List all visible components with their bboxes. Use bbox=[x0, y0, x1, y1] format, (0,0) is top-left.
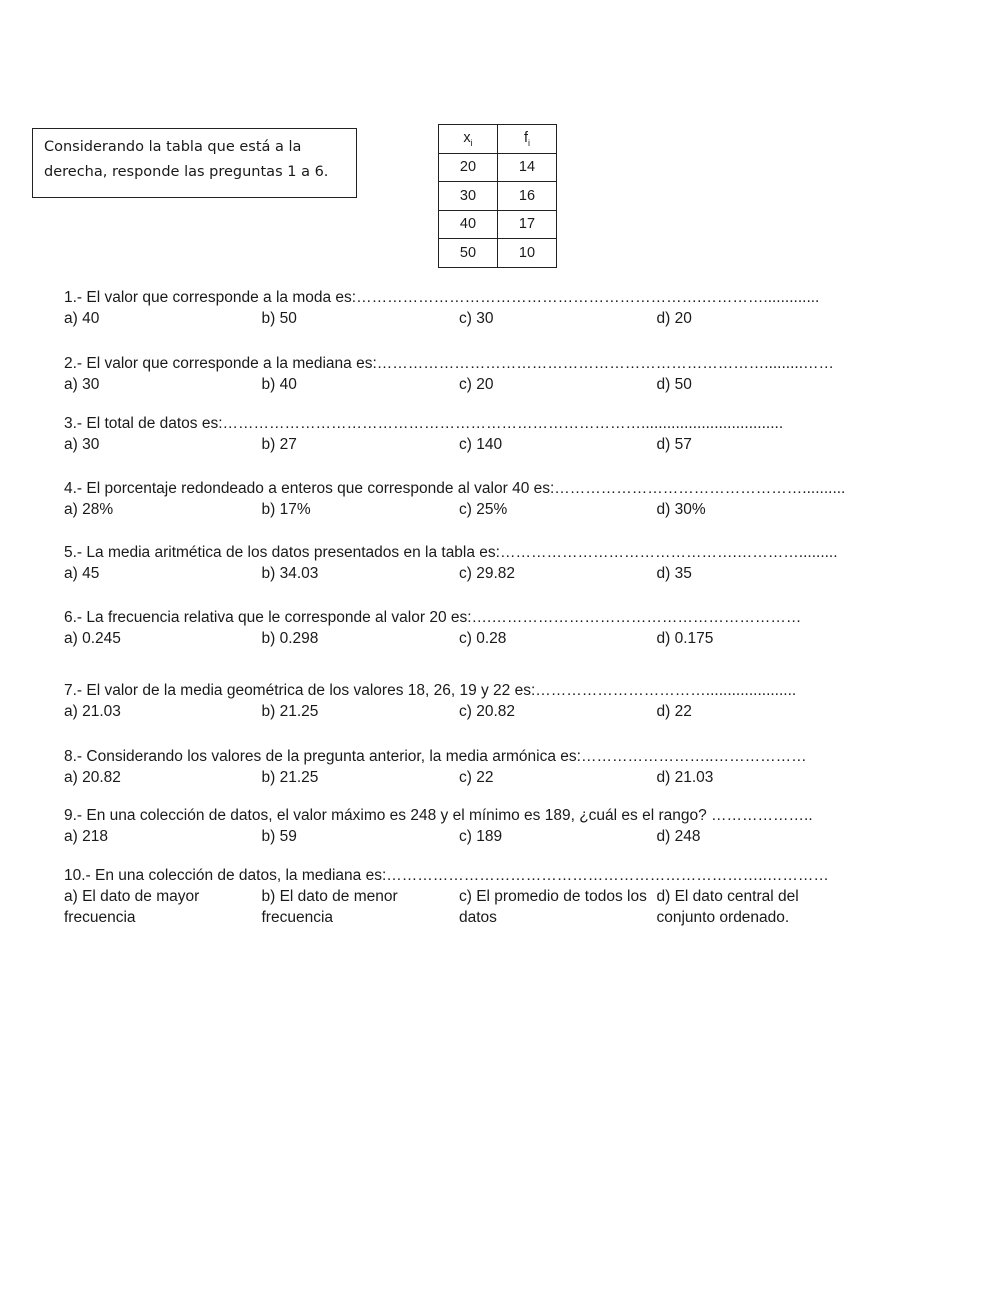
option-d[interactable]: d) 248 bbox=[656, 828, 701, 845]
option-d[interactable]: d) El dato central del conjunto ordenado. bbox=[656, 888, 799, 926]
option-d[interactable]: d) 57 bbox=[656, 436, 692, 453]
question-5 bbox=[64, 542, 854, 584]
question-text: 6.- La frecuencia relativa que le corresponde al valor 20 es:….…………………………………………………… bbox=[64, 609, 802, 626]
header-x: $x_i$ bbox=[439, 125, 498, 154]
option-b[interactable]: b) El dato de menor frecuencia bbox=[261, 888, 398, 926]
option-c[interactable]: c) 22 bbox=[459, 769, 494, 786]
option-c[interactable]: c) 25% bbox=[459, 501, 508, 518]
option-b[interactable]: b) 59 bbox=[261, 828, 297, 845]
option-b[interactable]: b) 17% bbox=[261, 501, 311, 518]
instructions-line-2: derecha, responde las preguntas 1 a 6. bbox=[44, 164, 329, 180]
cell-x: 40 bbox=[439, 210, 498, 239]
option-a[interactable]: a) 30 bbox=[64, 376, 100, 393]
option-c[interactable]: c) 20 bbox=[459, 376, 494, 393]
cell-x: 20 bbox=[439, 153, 498, 182]
question-text: 4.- El porcentaje redondeado a enteros que corresponde al valor 40 es:………………………………………….......... bbox=[64, 480, 846, 497]
option-c[interactable]: c) 140 bbox=[459, 436, 503, 453]
option-b[interactable]: b) 34.03 bbox=[261, 565, 319, 582]
option-d[interactable]: d) 30% bbox=[656, 501, 706, 518]
question-3 bbox=[64, 413, 854, 455]
table-row bbox=[439, 210, 557, 239]
option-c[interactable]: c) El promedio de todos los datos bbox=[459, 888, 647, 926]
option-a[interactable]: a) 30 bbox=[64, 436, 100, 453]
option-d[interactable]: d) 0.175 bbox=[656, 630, 714, 647]
option-d[interactable]: d) 22 bbox=[656, 703, 692, 720]
question-text: 5.- La media aritmética de los datos presentados en la tabla es:……………………………………….…………......... bbox=[64, 544, 838, 561]
option-a[interactable]: a) El dato de mayor frecuencia bbox=[64, 888, 200, 926]
option-a[interactable]: a) 21.03 bbox=[64, 703, 121, 720]
option-a[interactable]: a) 0.245 bbox=[64, 630, 121, 647]
table-row bbox=[439, 239, 557, 268]
table-header-row bbox=[439, 125, 557, 154]
option-a[interactable]: a) 28% bbox=[64, 501, 114, 518]
option-a[interactable]: a) 45 bbox=[64, 565, 100, 582]
question-text: 8.- Considerando los valores de la pregunta anterior, la media armónica es:……………………..……………… bbox=[64, 748, 807, 765]
option-d[interactable]: d) 35 bbox=[656, 565, 692, 582]
option-c[interactable]: c) 29.82 bbox=[459, 565, 516, 582]
question-9 bbox=[64, 805, 854, 847]
cell-f: 10 bbox=[498, 239, 557, 268]
question-text: 9.- En una colección de datos, el valor máximo es 248 y el mínimo es 189, ¿cuál es el rango? ……………….. bbox=[64, 807, 813, 824]
cell-x: 50 bbox=[439, 239, 498, 268]
cell-f: 16 bbox=[498, 182, 557, 211]
question-6 bbox=[64, 607, 854, 649]
question-4 bbox=[64, 478, 854, 520]
option-c[interactable]: c) 0.28 bbox=[459, 630, 507, 647]
question-10 bbox=[64, 865, 854, 928]
cell-x: 30 bbox=[439, 182, 498, 211]
option-b[interactable]: b) 50 bbox=[261, 310, 297, 327]
question-text: 10.- En una colección de datos, la mediana es:………………………………………………………………..………… bbox=[64, 867, 829, 884]
question-text: 3.- El total de datos es:………………………………………………………………………................................. bbox=[64, 415, 784, 432]
question-7 bbox=[64, 680, 854, 722]
frequency-table bbox=[438, 124, 557, 268]
table-row bbox=[439, 182, 557, 211]
option-d[interactable]: d) 50 bbox=[656, 376, 692, 393]
option-d[interactable]: d) 21.03 bbox=[656, 769, 714, 786]
question-1 bbox=[64, 287, 854, 329]
cell-f: 17 bbox=[498, 210, 557, 239]
option-a[interactable]: a) 40 bbox=[64, 310, 100, 327]
option-b[interactable]: b) 40 bbox=[261, 376, 297, 393]
option-c[interactable]: c) 20.82 bbox=[459, 703, 516, 720]
cell-f: 14 bbox=[498, 153, 557, 182]
option-b[interactable]: b) 21.25 bbox=[261, 769, 319, 786]
option-b[interactable]: b) 0.298 bbox=[261, 630, 319, 647]
option-b[interactable]: b) 21.25 bbox=[261, 703, 319, 720]
option-c[interactable]: c) 189 bbox=[459, 828, 503, 845]
option-d[interactable]: d) 20 bbox=[656, 310, 692, 327]
instructions-line-1: Considerando la tabla que está a la bbox=[44, 139, 302, 155]
question-text: 7.- El valor de la media geométrica de los valores 18, 26, 19 y 22 es:……………………………..................... bbox=[64, 682, 797, 699]
header-f: $f_i$ bbox=[498, 125, 557, 154]
question-text: 2.- El valor que corresponde a la mediana es:………………………………………………………………….........…… bbox=[64, 355, 835, 372]
option-a[interactable]: a) 218 bbox=[64, 828, 108, 845]
option-b[interactable]: b) 27 bbox=[261, 436, 297, 453]
option-a[interactable]: a) 20.82 bbox=[64, 769, 121, 786]
instructions-box bbox=[32, 128, 357, 198]
question-text: 1.- El valor que corresponde a la moda es:………………………………………………………….…………............. bbox=[64, 289, 820, 306]
question-8 bbox=[64, 746, 854, 788]
question-2 bbox=[64, 353, 854, 395]
table-row bbox=[439, 153, 557, 182]
option-c[interactable]: c) 30 bbox=[459, 310, 494, 327]
